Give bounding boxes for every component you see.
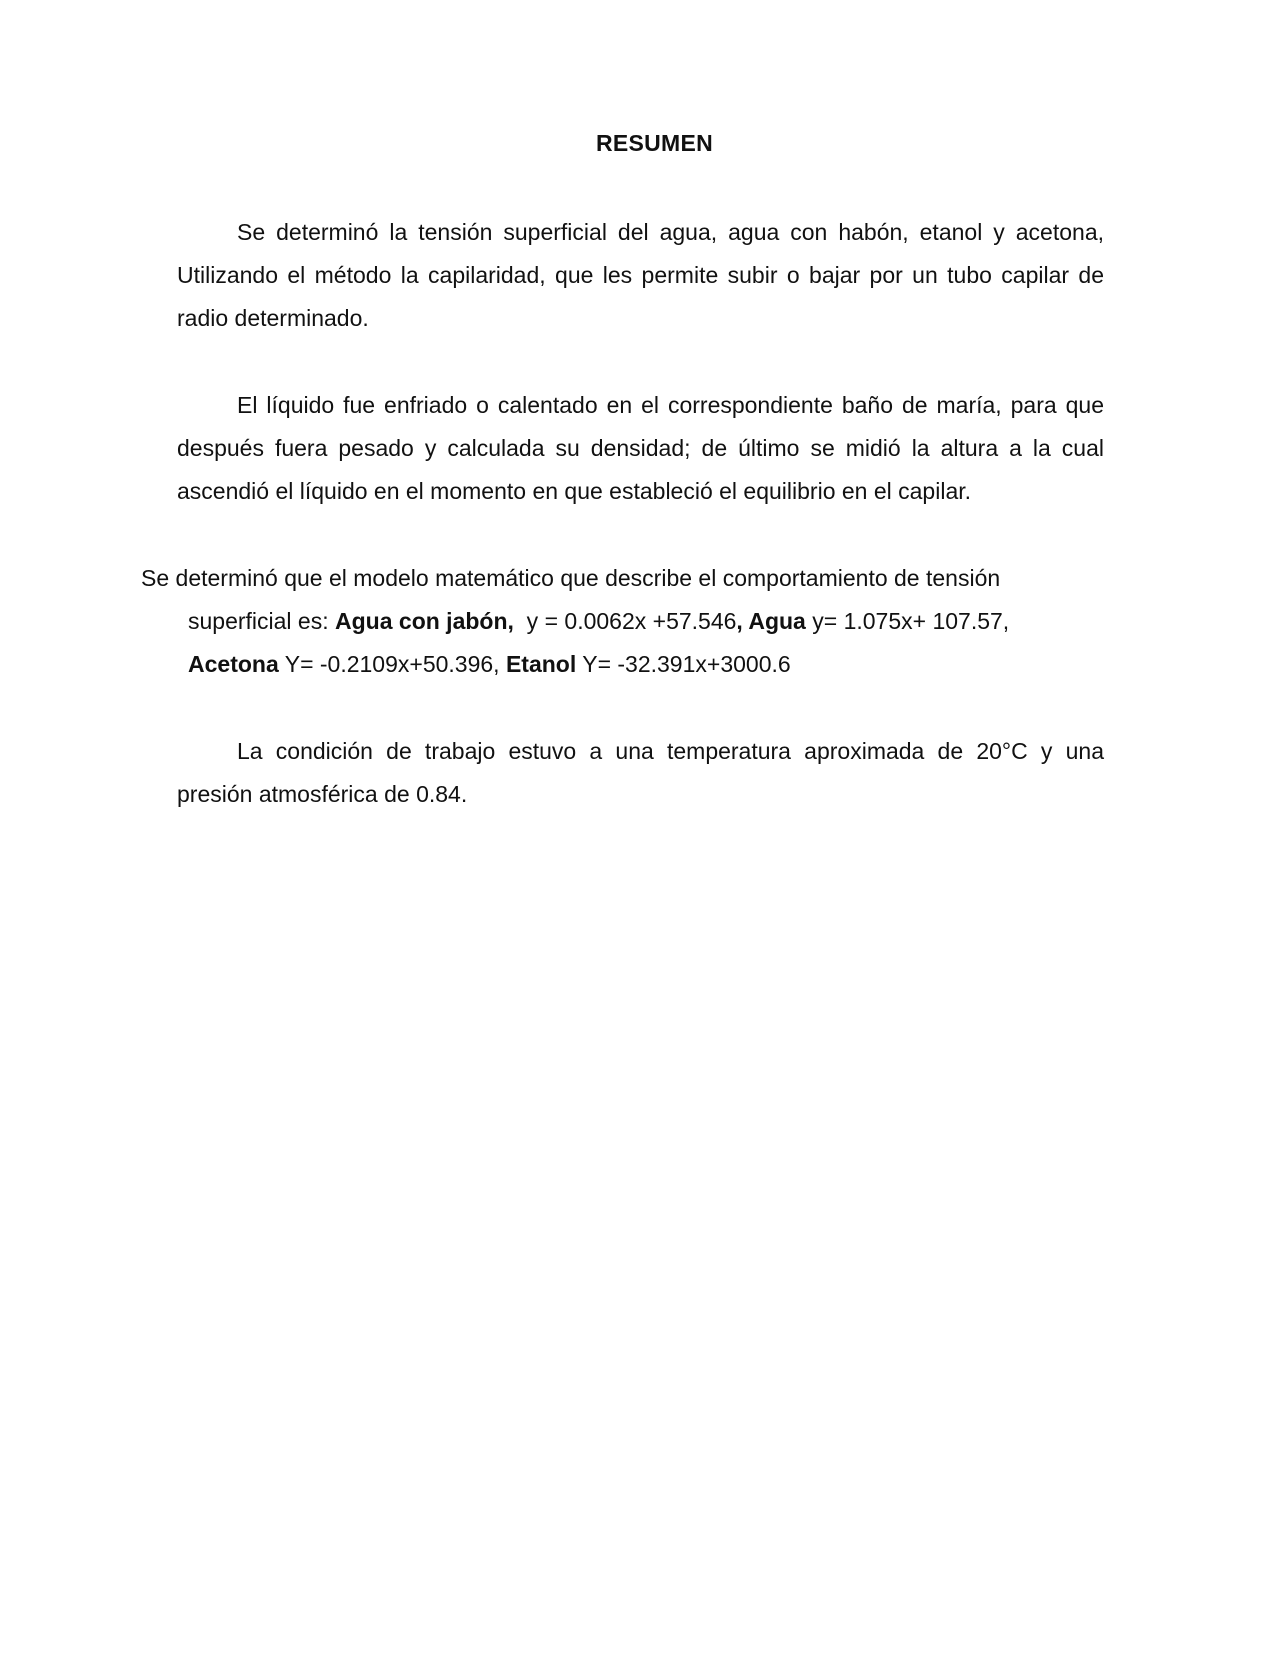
etanol-equation: Y= -32.391x+3000.6 (576, 651, 791, 677)
agua-equation: y= 1.075x+ 107.57, (805, 608, 1010, 634)
models-intro: superficial es: (188, 608, 336, 634)
agua-con-jabon-equation: y = 0.0062x +57.546 (513, 608, 737, 634)
paragraph-procedure: El líquido fue enfriado o calentado en el correspondiente baño de maría, para que después fuera pesado y calculada su densidad; de último se midió la altura a la cual ascendió el líquido en el momento en que estableció el equilibrio en el capilar. (177, 392, 1104, 504)
paragraph-method: Se determinó la tensión superficial del agua, agua con habón, etanol y acetona, Utilizando el método la capilaridad, que les permite subir o bajar por un tubo capilar de radio determinado. (177, 219, 1104, 331)
agua-con-jabon-label: Agua con jabón, (335, 608, 514, 634)
paragraph-conditions: La condición de trabajo estuvo a una temperatura aproximada de 20°C y una presión atmosférica de 0.84. (177, 738, 1104, 807)
acetona-label: Acetona (188, 651, 279, 677)
models-line-1: Se determinó que el modelo matemático que describe el comportamiento de tensión (141, 565, 1001, 591)
etanol-label: Etanol (505, 651, 577, 677)
models-line-3 (188, 643, 791, 686)
agua-label: , Agua (736, 608, 806, 634)
models-line-2 (188, 600, 1009, 643)
acetona-equation: Y= -0.2109x+50.396, (278, 651, 506, 677)
document-title: RESUMEN (595, 130, 714, 156)
